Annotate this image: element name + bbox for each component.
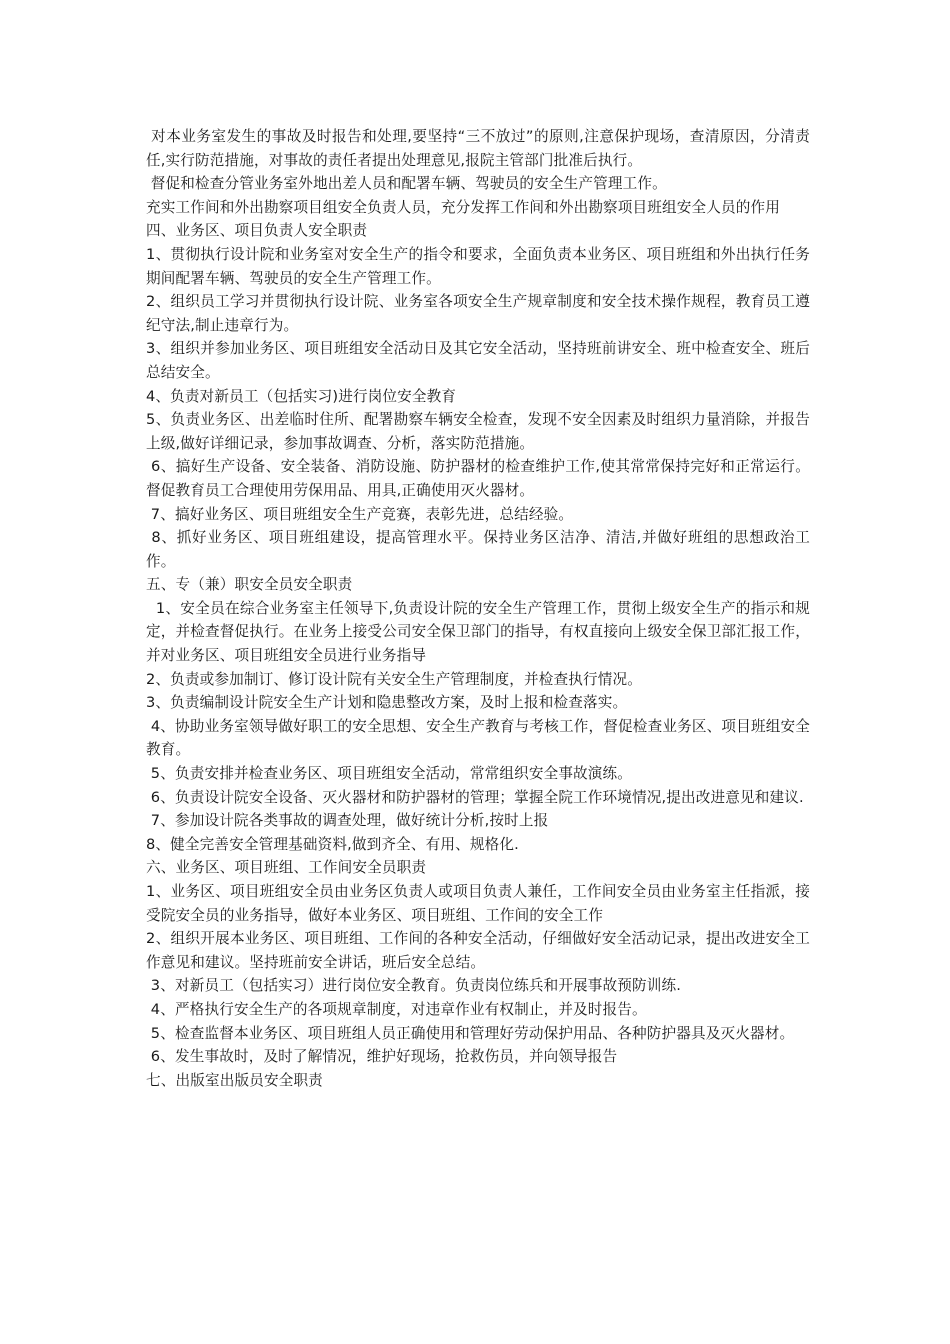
section-heading-5: 五、专（兼）职安全员安全职责 (146, 576, 353, 594)
list-item-6-3: 3、对新员工（包括实习）进行岗位安全教育。负责岗位练兵和开展事故预防训练. (146, 977, 682, 995)
list-item-4-6: 6、搞好生产设备、安全装备、消防设施、防护器材的检查维护工作,使其常常保持完好和正常运行。督促教育员工合理使用劳保用品、用具,正确使用灭火器材。 (146, 458, 810, 499)
list-item-5-6: 6、负责设计院安全设备、灭火器材和防护器材的管理；掌握全院工作环境情况,提出改进意见和建议. (146, 788, 804, 806)
list-item-4-1: 1、贯彻执行设计院和业务室对安全生产的指令和要求，全面负责本业务区、项目班组和外出执行任务期间配署车辆、驾驶员的安全生产管理工作。 (146, 245, 810, 287)
list-item-5-5: 5、负责安排并检查业务区、项目班组安全活动，常常组织安全事故演练。 (146, 765, 633, 783)
list-item-6-2: 2、组织开展本业务区、项目班组、工作间的各种安全活动，仔细做好安全活动记录，提出改进安全工作意见和建议。坚持班前安全讲话，班后安全总结。 (146, 930, 810, 971)
paragraph-supervise-travel-staff: 督促和检查分管业务室外地出差人员和配署车辆、驾驶员的安全生产管理工作。 (146, 175, 667, 193)
list-item-6-4: 4、严格执行安全生产的各项规章制度，对违章作业有权制止，并及时报告。 (146, 1000, 647, 1018)
list-item-6-6: 6、发生事故时，及时了解情况，维护好现场，抢救伤员，并向领导报告 (146, 1048, 618, 1066)
list-item-4-3: 3、组织并参加业务区、项目班组安全活动日及其它安全活动，坚持班前讲安全、班中检查安全、班后总结安全。 (146, 340, 810, 381)
list-item-4-8: 8、抓好业务区、项目班组建设，提高管理水平。保持业务区洁净、清洁,并做好班组的思想政治工作。 (146, 529, 810, 570)
list-item-4-4: 4、负责对新员工（包括实习)进行岗位安全教育 (146, 387, 457, 405)
list-item-5-3: 3、负责编制设计院安全生产计划和隐患整改方案，及时上报和检查落实。 (146, 694, 628, 712)
list-item-6-5: 5、检查监督本业务区、项目班组人员正确使用和管理好劳动保护用品、各种防护器具及灭火器材。 (146, 1024, 795, 1042)
document-body (146, 125, 810, 1092)
paragraph-safety-personnel: 充实工作间和外出勘察项目组安全负责人员，充分发挥工作间和外出勘察项目班组安全人员的作用 (146, 198, 780, 216)
section-heading-7: 七、出版室出版员安全职责 (146, 1071, 323, 1089)
section-heading-6: 六、业务区、项目班组、工作间安全员职责 (146, 859, 427, 877)
list-item-5-8: 8、健全完善安全管理基础资料,做到齐全、有用、规格化. (146, 835, 519, 853)
list-item-4-5: 5、负责业务区、出差临时住所、配署勘察车辆安全检查，发现不安全因素及时组织力量消除，并报告上级,做好详细记录，参加事故调查、分析，落实防范措施。 (146, 411, 810, 452)
list-item-4-2: 2、组织员工学习并贯彻执行设计院、业务室各项安全生产规章制度和安全技术操作规程，教育员工遵纪守法,制止违章行为。 (146, 293, 810, 334)
section-heading-4: 四、业务区、项目负责人安全职责 (146, 222, 368, 240)
list-item-6-1: 1、业务区、项目班组安全员由业务区负责人或项目负责人兼任，工作间安全员由业务室主任指派，接受院安全员的业务指导，做好本业务区、项目班组、工作间的安全工作 (146, 883, 810, 924)
list-item-5-4: 4、协助业务室领导做好职工的安全思想、安全生产教育与考核工作，督促检查业务区、项目班组安全教育。 (146, 717, 810, 759)
paragraph-accident-reporting: 对本业务室发生的事故及时报告和处理,要坚持“三不放过”的原则,注意保护现场，查清原因，分清责任,实行防范措施，对事故的责任者提出处理意见,报院主管部门批准后执行。 (146, 128, 810, 169)
list-item-5-2: 2、负责或参加制订、修订设计院有关安全生产管理制度，并检查执行情况。 (146, 670, 642, 688)
list-item-4-7: 7、搞好业务区、项目班组安全生产竞赛，表彰先进，总结经验。 (146, 505, 574, 523)
list-item-5-1: 1、安全员在综合业务室主任领导下,负责设计院的安全生产管理工作，贯彻上级安全生产的指示和规定，并检查督促执行。在业务上接受公司安全保卫部门的指导，有权直接向上级安全保卫部汇报工作，并对业务区、项目班组安全员进行业务指导 (146, 599, 811, 665)
list-item-5-7: 7、参加设计院各类事故的调查处理，做好统计分析,按时上报 (146, 812, 549, 830)
